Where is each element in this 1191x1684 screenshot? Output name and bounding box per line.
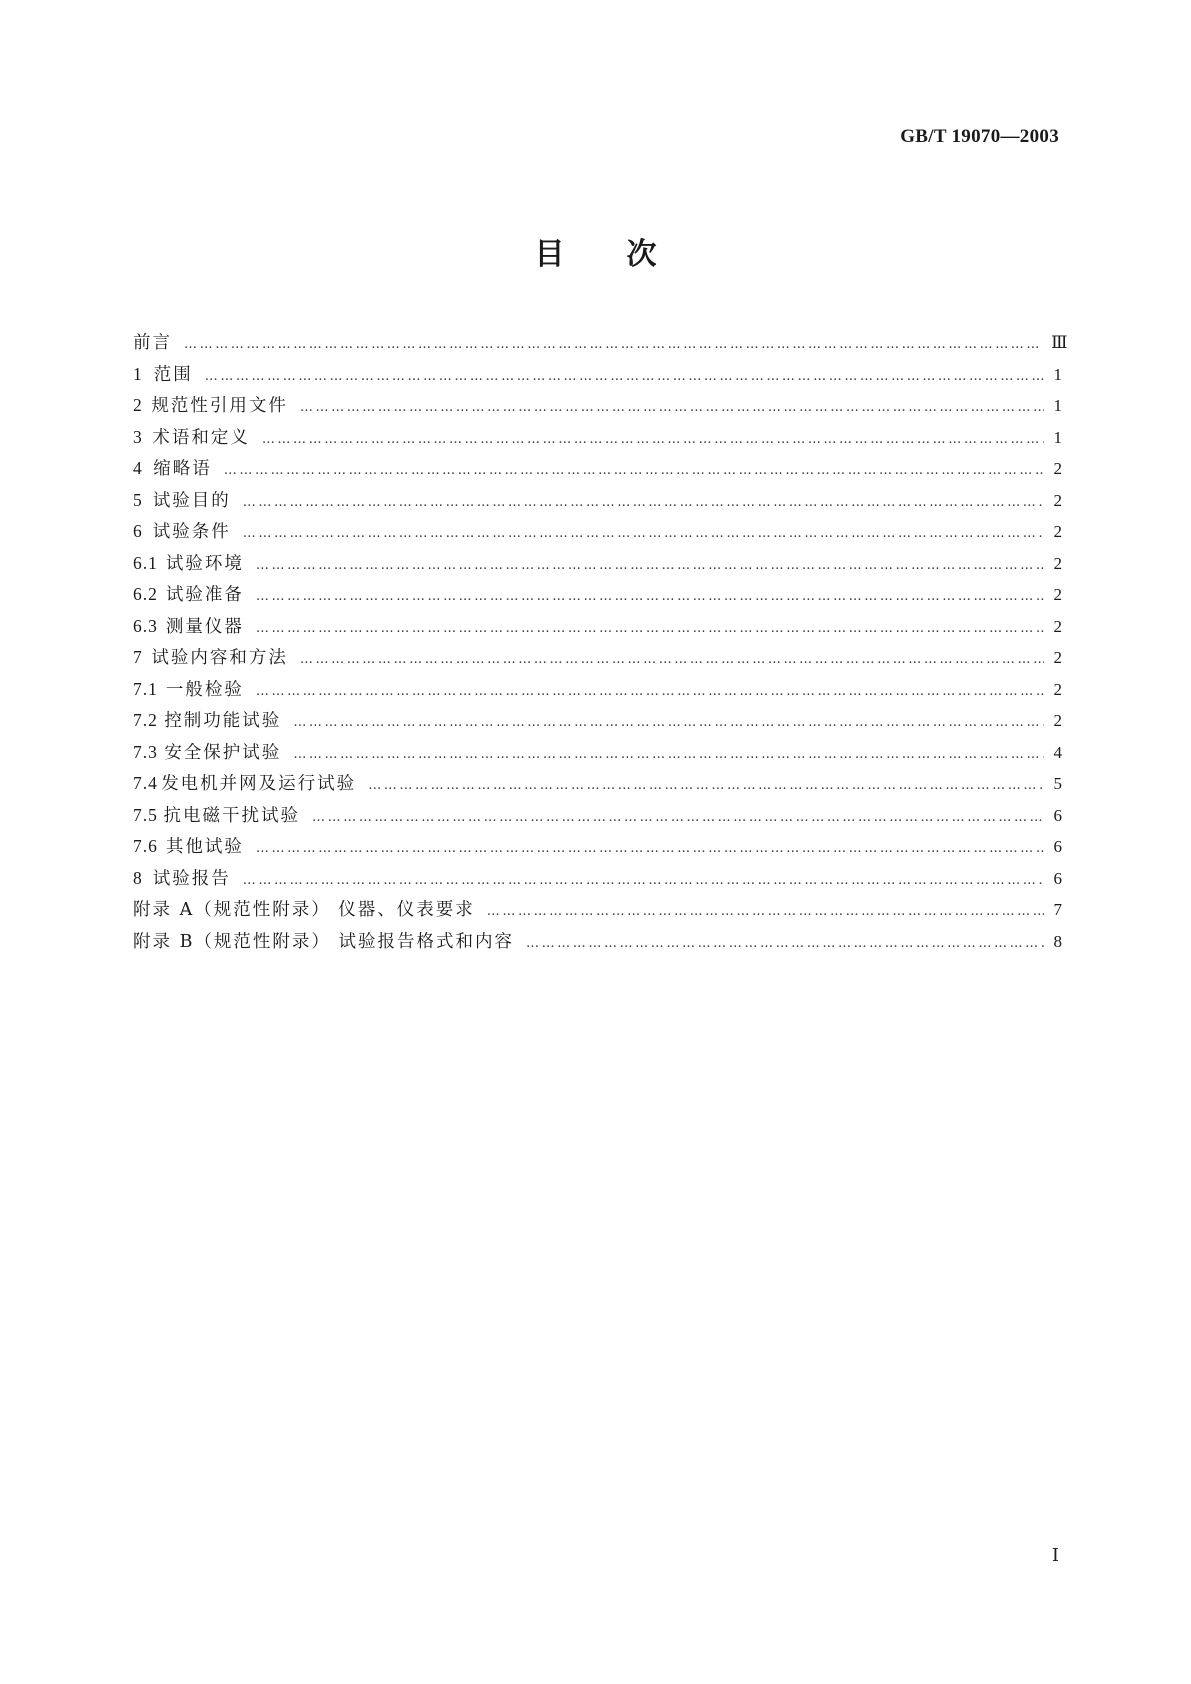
toc-section-number: 2	[133, 395, 143, 415]
toc-leader-dots	[184, 337, 1043, 352]
toc-entry-7-3[interactable]	[133, 739, 1062, 771]
toc-entry-label: 测量仪器	[165, 616, 244, 637]
toc-leader-dots	[487, 904, 1044, 919]
toc-section-number: 6.2	[133, 584, 158, 604]
toc-entry-label: 试验报告	[152, 868, 231, 889]
toc-leader-dots	[205, 369, 1044, 384]
toc-entry-1[interactable]	[133, 361, 1062, 393]
toc-entry-label: 术语和定义	[152, 427, 250, 448]
toc-entry-7[interactable]	[133, 644, 1062, 676]
toc-leader-dots	[243, 873, 1044, 888]
toc-entry-foreword[interactable]	[133, 329, 1068, 361]
toc-page-number: 1	[1053, 427, 1062, 447]
toc-entry-label: 抗电磁干扰试验	[163, 805, 301, 826]
toc-page-number: 2	[1053, 585, 1062, 604]
toc-leader-dots	[312, 810, 1044, 825]
toc-leader-dots	[293, 747, 1044, 762]
toc-entry-label: 试验准备	[165, 585, 244, 605]
toc-section-number: 7.2	[133, 710, 158, 730]
toc-leader-dots	[256, 621, 1044, 636]
toc-entry-3[interactable]	[133, 424, 1062, 456]
toc-entry-5[interactable]	[133, 487, 1062, 519]
toc-entry-label: 其他试验	[165, 837, 244, 857]
toc-entry-label: 一般检验	[165, 679, 244, 700]
toc-entry-6-2[interactable]	[133, 581, 1062, 613]
toc-page-number: 5	[1053, 774, 1062, 793]
toc-entry-label: 试验条件	[152, 522, 231, 542]
toc-leader-dots	[256, 558, 1044, 573]
toc-page-number: 6	[1053, 805, 1062, 825]
toc-entry-label: 试验内容和方法	[151, 648, 288, 668]
toc-page-number: Ⅲ	[1051, 333, 1068, 352]
toc-page-number: 4	[1053, 742, 1062, 762]
page-title: 目次	[534, 237, 719, 272]
page-number: Ⅰ	[1051, 1545, 1059, 1565]
toc-entry-label: 附录 B（规范性附录） 试验报告格式和内容	[133, 931, 514, 952]
standard-number: GB/T 19070—2003	[900, 126, 1059, 147]
toc-entry-7-1[interactable]	[133, 676, 1062, 708]
toc-section-number: 3	[133, 426, 143, 447]
toc-entry-7-5[interactable]	[133, 802, 1062, 834]
toc-leader-dots	[243, 495, 1044, 510]
toc-section-number: 6.1	[133, 552, 158, 573]
toc-page-number: 6	[1053, 837, 1062, 856]
toc-page-number: 7	[1053, 900, 1062, 919]
toc-leader-dots	[526, 936, 1044, 951]
toc-leader-dots	[262, 432, 1044, 447]
toc-leader-dots	[256, 684, 1044, 699]
toc-section-number: 7	[133, 647, 143, 667]
toc-entry-label: 控制功能试验	[164, 711, 282, 731]
toc-entry-label: 缩略语	[153, 459, 212, 479]
toc-page-number: 2	[1053, 459, 1062, 478]
toc-page-number: 6	[1053, 868, 1062, 888]
toc-section-number: 7.4	[133, 773, 158, 793]
toc-entry-6-3[interactable]	[133, 613, 1062, 645]
toc-entry-label: 规范性引用文件	[151, 396, 288, 416]
toc-entry-4[interactable]	[133, 455, 1062, 487]
toc-entry-2[interactable]	[133, 392, 1062, 424]
toc-leader-dots	[243, 526, 1044, 541]
toc-section-number: 8	[133, 867, 143, 888]
toc-leader-dots	[256, 589, 1044, 604]
toc-section-number: 6.3	[133, 615, 158, 636]
toc-section-number: 7.3	[133, 741, 158, 762]
toc-entry-label: 安全保护试验	[164, 742, 282, 763]
toc-page-number: 2	[1053, 711, 1062, 730]
toc-page-number: 2	[1053, 679, 1062, 699]
toc-page-number: 2	[1053, 490, 1062, 510]
toc-entry-7-2[interactable]	[133, 707, 1062, 739]
toc-entry-label: 前言	[133, 333, 172, 353]
toc-leader-dots	[300, 652, 1044, 667]
toc-page-number: 1	[1053, 396, 1062, 415]
toc-section-number: 7.1	[133, 678, 158, 699]
toc-entry-7-6[interactable]	[133, 833, 1062, 865]
toc-entry-6-1[interactable]	[133, 550, 1062, 582]
table-of-contents	[133, 329, 1068, 959]
toc-page-number: 2	[1053, 648, 1062, 667]
toc-leader-dots	[293, 715, 1044, 730]
toc-entry-appendix-a[interactable]	[133, 896, 1062, 928]
toc-entry-label: 范围	[153, 364, 193, 385]
toc-entry-6[interactable]	[133, 518, 1062, 550]
toc-entry-8[interactable]	[133, 865, 1062, 897]
toc-section-number: 7.6	[133, 836, 158, 856]
toc-leader-dots	[256, 841, 1044, 856]
toc-section-number: 1	[133, 363, 143, 384]
toc-leader-dots	[300, 400, 1044, 415]
toc-entry-label: 试验目的	[152, 490, 231, 511]
toc-entry-label: 试验环境	[165, 553, 244, 574]
toc-leader-dots	[368, 778, 1044, 793]
toc-entry-appendix-b[interactable]	[133, 928, 1062, 960]
toc-section-number: 5	[133, 489, 143, 510]
toc-page-number: 2	[1053, 616, 1062, 636]
toc-page-number: 8	[1053, 931, 1062, 951]
toc-section-number: 4	[133, 458, 143, 478]
toc-entry-label: 发电机并网及运行试验	[161, 774, 357, 794]
toc-section-number: 6	[133, 521, 143, 541]
toc-entry-7-4[interactable]	[133, 770, 1062, 802]
toc-page-number: 1	[1053, 364, 1062, 384]
toc-entry-label: 附录 A（规范性附录） 仪器、仪表要求	[133, 900, 475, 920]
toc-leader-dots	[224, 463, 1044, 478]
toc-section-number: 7.5	[133, 804, 158, 825]
toc-page-number: 2	[1053, 522, 1062, 541]
toc-page-number: 2	[1053, 553, 1062, 573]
